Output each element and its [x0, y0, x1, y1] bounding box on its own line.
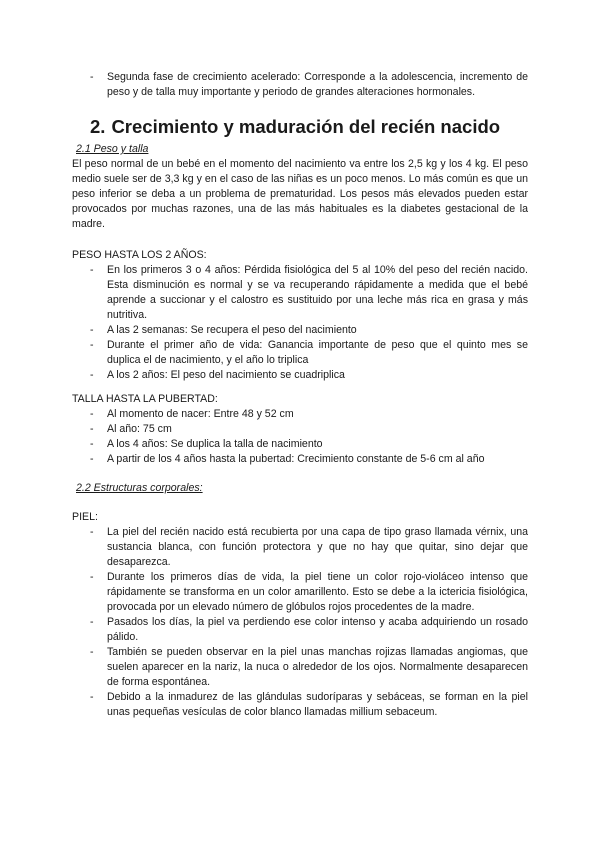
- talla-list: [72, 407, 528, 467]
- peso-list: [72, 263, 528, 383]
- piel-block: [72, 510, 528, 720]
- list-item: - A partir de los 4 años hasta la pubertad: Crecimiento constante de 5-6 cm al año: [72, 452, 528, 467]
- peso-heading: PESO HASTA LOS 2 AÑOS:: [72, 249, 207, 261]
- intro-list-block: [72, 70, 528, 100]
- list-item: - Durante los primeros días de vida, la piel tiene un color rojo-violáceo intenso que rápidamente se transforma en un color amarillento. Esto se debe a la ictericia fisiológica, provocada por un elevado número de glóbulos rojos procedentes de la madre.: [72, 570, 528, 615]
- weight-height-block: [72, 142, 528, 232]
- weight-paragraph: El peso normal de un bebé en el momento del nacimiento va entre los 2,5 kg y los 4 kg. El peso medio suele ser de 3,3 kg y en el caso de las niñas es un poco menos. Lo más común es que un peso inferior se deba a un problema de prematuridad. Los pesos más elevados pueden estar provocados por muchas razones, una de las más habituales es la diabetes gestacional de la madre.: [72, 158, 528, 230]
- list-item: - Debido a la inmadurez de las glándulas sudoríparas y sebáceas, se forman en la piel unas pequeñas vesículas de color blanco llamadas millium sebaceum.: [72, 690, 528, 720]
- list-item: - También se pueden observar en la piel unas manchas rojizas llamadas angiomas, que suelen aparecer en la nariz, la nuca o alrededor de los ojos. Normalmente desaparecen de forma espontánea.: [72, 645, 528, 690]
- list-item: - A los 2 años: El peso del nacimiento se cuadriplica: [72, 368, 528, 383]
- list-item: - Pasados los días, la piel va perdiendo ese color intenso y acaba adquiriendo un rosado pálido.: [72, 615, 528, 645]
- talla-block: [72, 392, 528, 467]
- list-item: - Al momento de nacer: Entre 48 y 52 cm: [72, 407, 528, 422]
- list-item: - En los primeros 3 o 4 años: Pérdida fisiológica del 5 al 10% del peso del recién nacido. Esta disminución es normal y se va recuperando rápidamente a medida que el bebé aprende a succionar y el calostro es sustituido por una leche más rica en grasa y más nutritiva.: [72, 263, 528, 323]
- subsection-title: 2.1 Peso y talla: [76, 143, 149, 155]
- talla-heading: TALLA HASTA LA PUBERTAD:: [72, 393, 218, 405]
- list-item: - Segunda fase de crecimiento acelerado: Corresponde a la adolescencia, incremento de peso y de talla muy importante y periodo de grandes alteraciones hormonales.: [72, 70, 528, 100]
- section-heading: [90, 116, 500, 138]
- list-item: - Durante el primer año de vida: Ganancia importante de peso que el quinto mes se duplica el de nacimiento, y el año lo triplica: [72, 338, 528, 368]
- intro-list: [72, 70, 528, 100]
- list-item: - Al año: 75 cm: [72, 422, 528, 437]
- structures-block: [72, 481, 528, 496]
- subsection-title: 2.2 Estructuras corporales:: [76, 482, 203, 494]
- section-title: Crecimiento y maduración del recién nacido: [111, 116, 501, 137]
- piel-list: [72, 525, 528, 720]
- section-number: 2.: [90, 116, 106, 137]
- piel-heading: PIEL:: [72, 511, 98, 523]
- list-item: - A las 2 semanas: Se recupera el peso del nacimiento: [72, 323, 528, 338]
- list-item: - A los 4 años: Se duplica la talla de nacimiento: [72, 437, 528, 452]
- peso-block: [72, 248, 528, 383]
- list-item: - La piel del recién nacido está recubierta por una capa de tipo graso llamada vérnix, una sustancia blanca, con función protectora y que no hay que quitar, sino dejar que desaparezca.: [72, 525, 528, 570]
